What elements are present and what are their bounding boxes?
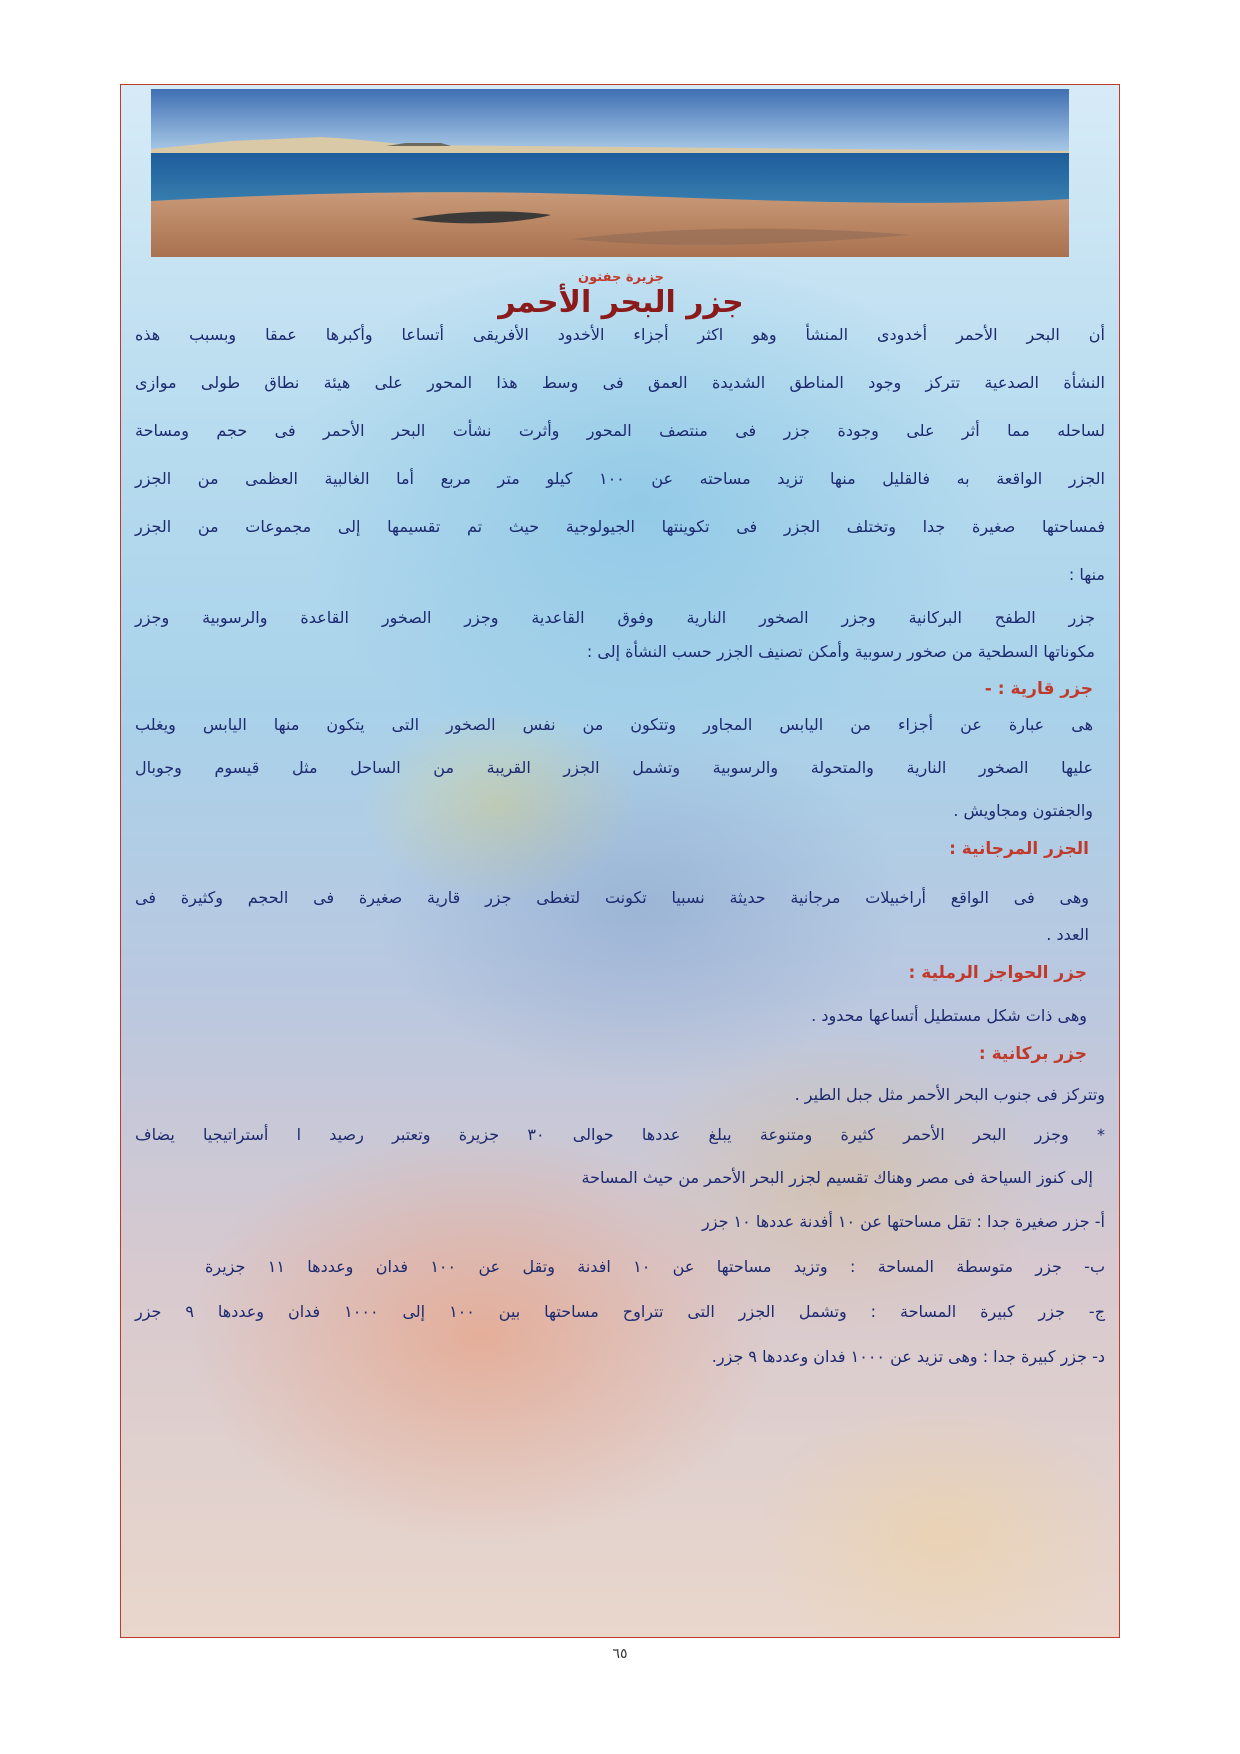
area-item-a: أ- جزر صغيرة جدا : تقل مساحتها عن ١٠ أفدنة عددها ١٠ جزر: [702, 1212, 1105, 1231]
volcanic-heading: جزر بركانية :: [978, 1044, 1087, 1064]
continental-line-2: عليها الصخور النارية والمتحولة والرسوبية وتشمل الجزر القريبة من الساحل مثل قيسوم وجوبال: [135, 758, 1093, 777]
intro-line-5: فمساحتها صغيرة جدا وتختلف الجزر فى تكوينتها الجيولوجية حيث تم تقسيمها إلى مجموعات من الجزر: [135, 517, 1105, 536]
intro-line-6: منها :: [1068, 565, 1105, 584]
types-line-2: مكوناتها السطحية من صخور رسوبية وأمكن تصنيف الجزر حسب النشأة إلى :: [586, 642, 1095, 661]
continental-line-1: هى عبارة عن أجزاء من اليابس المجاور وتتكون من نفس الصخور التى يتكون منها اليابس ويغلب: [135, 715, 1093, 734]
coral-heading: الجزر المرجانية :: [949, 839, 1089, 859]
summary-line-2: إلى كنوز السياحة فى مصر وهناك تقسيم لجزر البحر الأحمر من حيث المساحة: [581, 1168, 1093, 1187]
volcanic-line-1: وتتركز فى جنوب البحر الأحمر مثل جبل الطير .: [794, 1085, 1105, 1104]
page-number: ٦٥: [612, 1646, 628, 1662]
photo-caption: جزيرة جفتون: [578, 270, 664, 285]
intro-line-3: لساحله مما أثر على وجودة جزر فى منتصف المحور وأثرت نشأت البحر الأحمر فى حجم ومساحة: [135, 421, 1105, 440]
page-frame: [120, 84, 1120, 1638]
continental-heading: جزر قارية : -: [984, 679, 1093, 699]
area-item-c: ج- جزر كبيرة المساحة : وتشمل الجزر التى تتراوح مساحتها بين ١٠٠ إلى ١٠٠٠ فدان وعددها ٩ جزر: [135, 1302, 1106, 1321]
continental-line-3: والجفتون ومجاويش .: [953, 801, 1093, 820]
sand-heading: جزر الحواجز الرملية :: [908, 963, 1087, 983]
area-item-b: ب- جزر متوسطة المساحة : وتزيد مساحتها عن ١٠ افدنة وتقل عن ١٠٠ فدان وعددها ١١ جزيرة: [205, 1257, 1106, 1276]
coral-line-2: العدد .: [1046, 925, 1089, 944]
summary-line-1: * وجزر البحر الأحمر كثيرة ومتنوعة يبلغ عددها حوالى ٣٠ جزيرة وتعتبر رصيد ا أستراتيجيا يضاف: [135, 1125, 1105, 1144]
area-item-d: د- جزر كبيرة جدا : وهى تزيد عن ١٠٠٠ فدان وعددها ٩ جزر.: [711, 1347, 1105, 1366]
intro-line-4: الجزر الواقعة به فالقليل منها تزيد مساحته عن ١٠٠ كيلو متر مربع أما الغالبية العظمى من الجزر: [135, 469, 1105, 488]
types-line-1: جزر الطفح البركانية وجزر الصخور النارية وفوق القاعدية وجزر الصخور القاعدة والرسوبية وجزر: [135, 608, 1095, 627]
intro-line-1: أن البحر الأحمر أخدودى المنشأ وهو اكثر أجزاء الأخدود الأفريقى أتساعا وأكبرها عمقا وبسبب هذه: [135, 325, 1105, 344]
coral-line-1: وهى فى الواقع أراخبيلات مرجانية حديثة نسبيا تكونت لتغطى جزر قارية صغيرة فى الحجم وكثيرة فى: [135, 888, 1089, 907]
sand-line-1: وهى ذات شكل مستطيل أتساعها محدود .: [811, 1006, 1087, 1025]
article-body: [135, 85, 1105, 1637]
page-title: جزر البحر الأحمر: [498, 285, 744, 320]
intro-line-2: النشأة الصدعية تتركز وجود المناطق الشديدة العمق فى وسط هذا المحور على هيئة نطاق طولى موازى: [135, 373, 1105, 392]
